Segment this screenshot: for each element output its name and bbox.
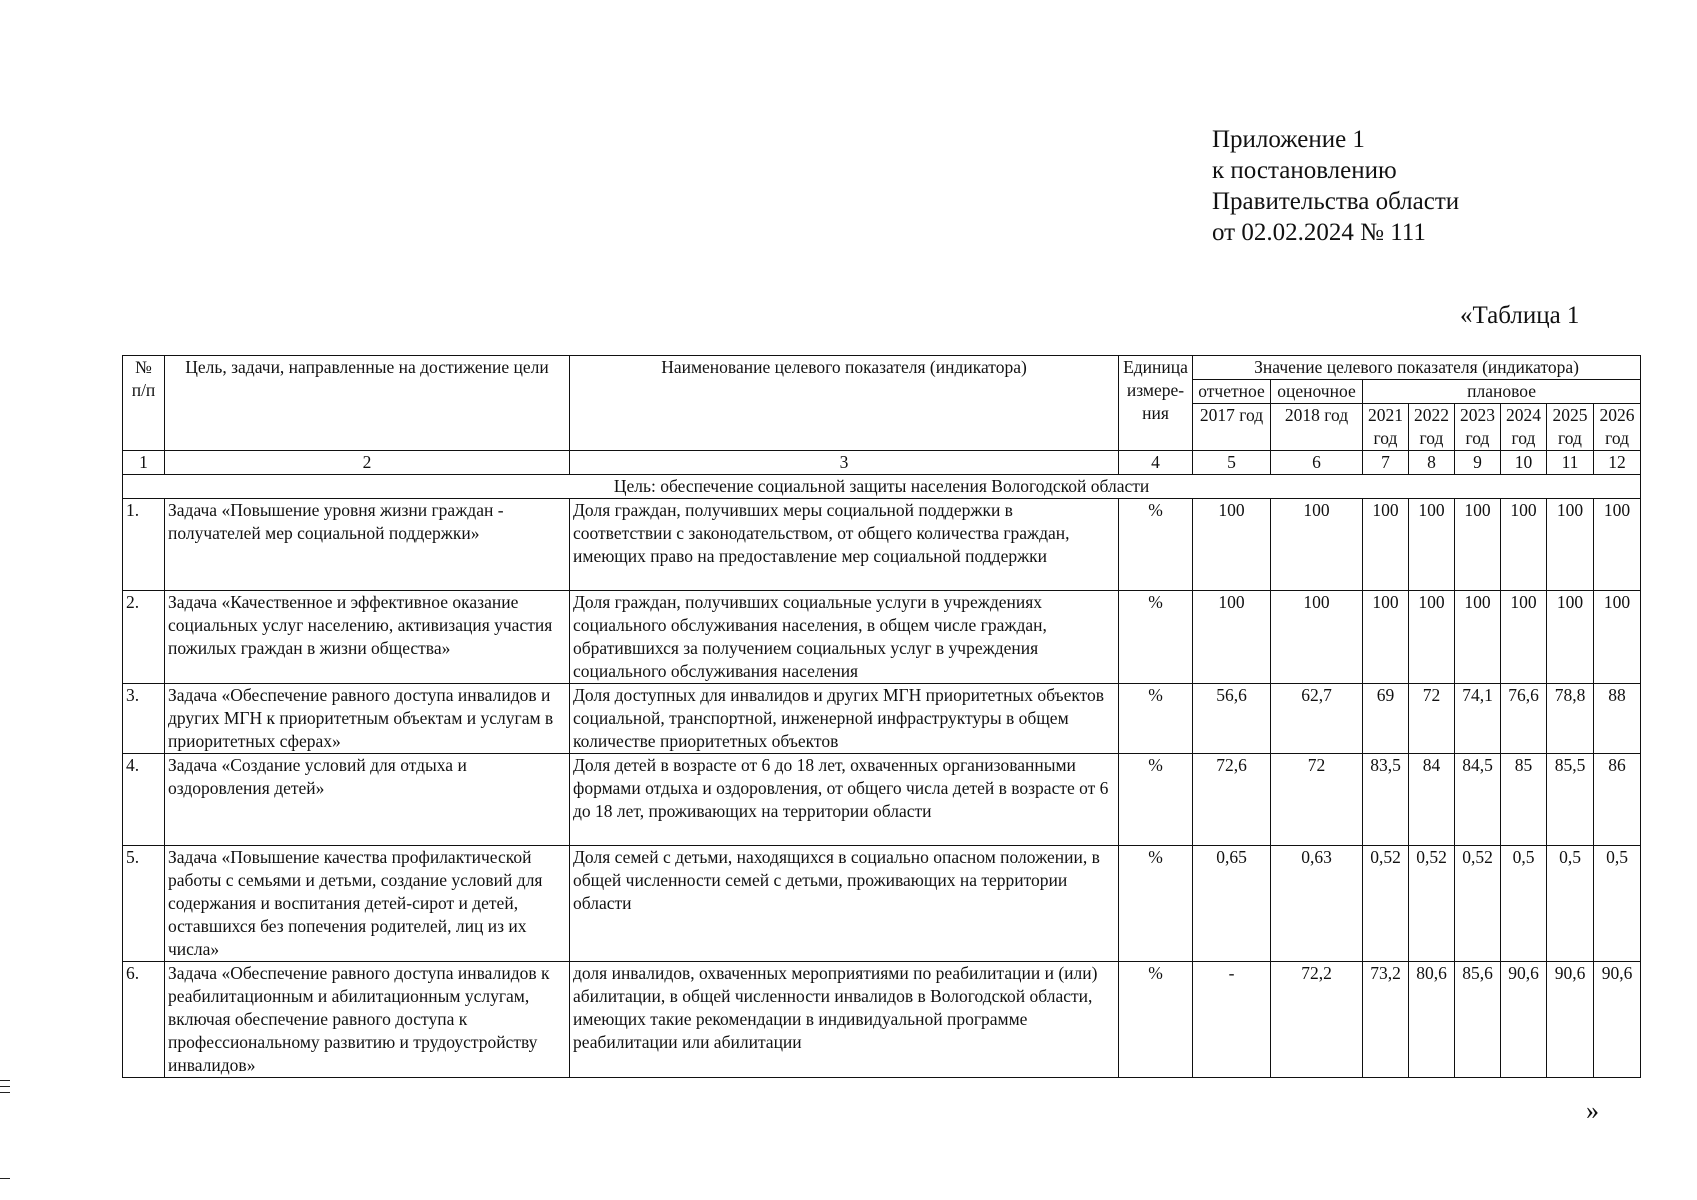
row-value: 56,6 [1193,684,1271,754]
row-value: 100 [1547,499,1594,591]
header-unit: Единица измере-ния [1119,356,1193,451]
closing-quote: » [1586,1096,1599,1125]
column-number: 4 [1119,451,1193,475]
appendix-block [1212,124,1459,248]
row-value: 100 [1594,591,1641,684]
table-row [123,846,1641,962]
table-row [123,499,1641,591]
row-value: 72,6 [1193,754,1271,846]
row-unit: % [1119,499,1193,591]
row-value: 83,5 [1363,754,1409,846]
header-plan-year: 2021 год [1363,404,1409,451]
row-value: 100 [1409,499,1455,591]
row-indicator: доля инвалидов, охваченных мероприятиями по реабилитации и (или) абилитации, в общей численности инвалидов в Вологодской области, имеющих такие рекомендации в индивидуальной программе реабилитации или абилитации [570,962,1119,1078]
column-number: 10 [1501,451,1547,475]
row-value: 69 [1363,684,1409,754]
row-indicator: Доля граждан, получивших социальные услуги в учреждениях социального обслуживания населения, в общем числе граждан, обратившихся за получением социальных услуг в учреждения социального обслуживания населения [570,591,1119,684]
row-value: 100 [1594,499,1641,591]
table-row [123,591,1641,684]
column-number: 1 [123,451,165,475]
row-value: 100 [1271,591,1363,684]
row-number: 6. [123,962,165,1078]
row-value: 90,6 [1501,962,1547,1078]
row-unit: % [1119,754,1193,846]
row-value: - [1193,962,1271,1078]
row-value: 0,52 [1409,846,1455,962]
row-value: 84,5 [1455,754,1501,846]
goal-text: Цель: обеспечение социальной защиты населения Вологодской области [123,475,1641,499]
row-value: 78,8 [1547,684,1594,754]
column-number: 6 [1271,451,1363,475]
table-row [123,684,1641,754]
row-value: 100 [1271,499,1363,591]
column-number: 11 [1547,451,1594,475]
row-value: 100 [1501,499,1547,591]
row-task: Задача «Повышение уровня жизни граждан - получателей мер социальной поддержки» [165,499,570,591]
row-unit: % [1119,962,1193,1078]
row-value: 0,5 [1547,846,1594,962]
row-value: 100 [1409,591,1455,684]
row-value: 86 [1594,754,1641,846]
goal-row [123,475,1641,499]
row-number: 4. [123,754,165,846]
column-number: 5 [1193,451,1271,475]
row-value: 100 [1363,591,1409,684]
margin-mark [0,1080,10,1081]
row-number: 3. [123,684,165,754]
table-caption: «Таблица 1 [1460,302,1580,329]
row-value: 90,6 [1547,962,1594,1078]
header-goal: Цель, задачи, направленные на достижение цели [165,356,570,451]
row-value: 100 [1363,499,1409,591]
row-value: 0,5 [1594,846,1641,962]
margin-mark [0,1178,10,1179]
row-value: 85 [1501,754,1547,846]
row-value: 0,52 [1455,846,1501,962]
header-value-group: Значение целевого показателя (индикатора) [1193,356,1641,380]
row-unit: % [1119,591,1193,684]
header-plan-year: 2024 год [1501,404,1547,451]
row-value: 100 [1455,499,1501,591]
row-value: 100 [1501,591,1547,684]
row-value: 74,1 [1455,684,1501,754]
row-task: Задача «Обеспечение равного доступа инвалидов и других МГН к приоритетным объектам и услугам в приоритетных сферах» [165,684,570,754]
row-number: 2. [123,591,165,684]
header-plan-year: 2025 год [1547,404,1594,451]
appendix-line-1: Приложение 1 [1212,126,1365,153]
row-value: 100 [1547,591,1594,684]
header-year-2017: 2017 год [1193,404,1271,451]
column-number: 9 [1455,451,1501,475]
column-number: 8 [1409,451,1455,475]
header-plan-year: 2022 год [1409,404,1455,451]
row-number: 5. [123,846,165,962]
row-value: 84 [1409,754,1455,846]
row-value: 90,6 [1594,962,1641,1078]
row-task: Задача «Создание условий для отдыха и оздоровления детей» [165,754,570,846]
margin-mark [0,1086,10,1087]
table-row [123,754,1641,846]
row-value: 62,7 [1271,684,1363,754]
row-value: 72,2 [1271,962,1363,1078]
row-value: 76,6 [1501,684,1547,754]
row-value: 0,63 [1271,846,1363,962]
column-number-row [123,451,1641,475]
column-number: 2 [165,451,570,475]
row-indicator: Доля граждан, получивших меры социальной поддержки в соответствии с законодательством, от общего количества граждан, имеющих право на предоставление мер социальной поддержки [570,499,1119,591]
row-value: 0,65 [1193,846,1271,962]
row-value: 80,6 [1409,962,1455,1078]
row-value: 72 [1271,754,1363,846]
row-unit: % [1119,846,1193,962]
appendix-line-4: от 02.02.2024 № 111 [1212,219,1426,246]
row-value: 100 [1193,499,1271,591]
table-row [123,962,1641,1078]
header-no: № п/п [123,356,165,451]
row-value: 88 [1594,684,1641,754]
header-plan-year: 2023 год [1455,404,1501,451]
column-number: 12 [1594,451,1641,475]
indicator-table [122,355,1641,1078]
row-task: Задача «Качественное и эффективное оказание социальных услуг населению, активизация участия пожилых граждан в жизни общества» [165,591,570,684]
row-indicator: Доля семей с детьми, находящихся в социально опасном положении, в общей численности семей с детьми, проживающих на территории области [570,846,1119,962]
row-indicator: Доля детей в возрасте от 6 до 18 лет, охваченных организованными формами отдыха и оздоровления, от общего числа детей в возрасте от 6 до 18 лет, проживающих на территории области [570,754,1119,846]
header-indicator: Наименование целевого показателя (индикатора) [570,356,1119,451]
row-value: 85,5 [1547,754,1594,846]
header-plan-year: 2026 год [1594,404,1641,451]
row-value: 85,6 [1455,962,1501,1078]
appendix-line-3: Правительства области [1212,188,1460,215]
row-value: 100 [1193,591,1271,684]
appendix-line-2: к постановлению [1212,157,1397,184]
row-task: Задача «Повышение качества профилактической работы с семьями и детьми, создание условий для содержания и воспитания детей-сирот и детей, оставшихся без попечения родителей, лиц из их числа» [165,846,570,962]
row-indicator: Доля доступных для инвалидов и других МГН приоритетных объектов социальной, транспортной, инженерной инфраструктуры в общем количестве приоритетных объектов [570,684,1119,754]
row-value: 100 [1455,591,1501,684]
row-value: 0,5 [1501,846,1547,962]
header-estimated: оценочное [1271,380,1363,404]
header-reported: отчетное [1193,380,1271,404]
column-number: 3 [570,451,1119,475]
header-year-2018: 2018 год [1271,404,1363,451]
row-task: Задача «Обеспечение равного доступа инвалидов к реабилитационным и абилитационным услугам, включая обеспечение равного доступа к профессиональному развитию и трудоустройству инвалидов» [165,962,570,1078]
row-number: 1. [123,499,165,591]
row-value: 72 [1409,684,1455,754]
margin-mark [0,1092,10,1093]
row-value: 73,2 [1363,962,1409,1078]
row-unit: % [1119,684,1193,754]
header-planned: плановое [1363,380,1641,404]
row-value: 0,52 [1363,846,1409,962]
column-number: 7 [1363,451,1409,475]
